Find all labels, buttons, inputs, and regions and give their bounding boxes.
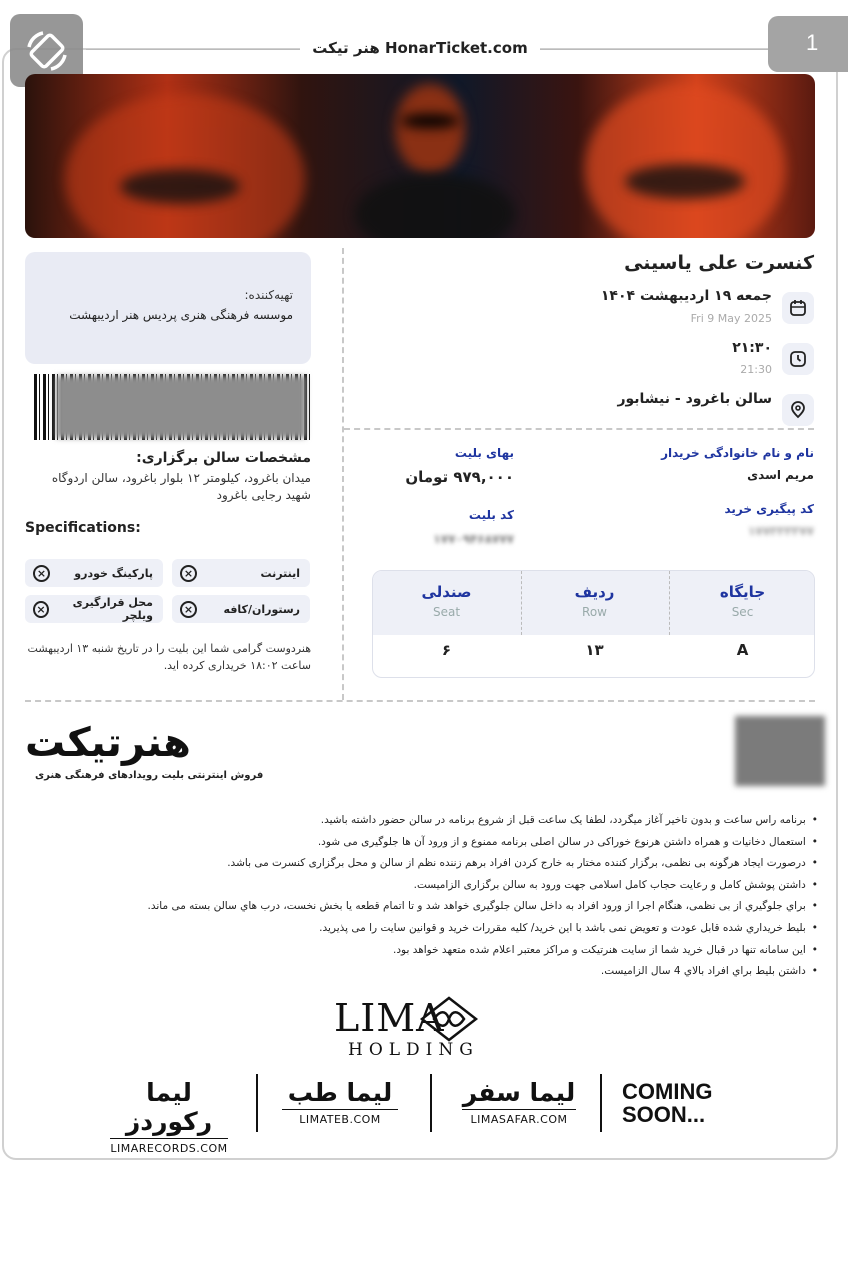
seat-col-label: ردیف	[574, 583, 615, 601]
buyer-name: مریم اسدی	[747, 468, 814, 482]
lima-logo-text: LIMA	[334, 996, 445, 1040]
event-date-en: Fri 9 May 2025	[690, 312, 772, 325]
partner-site: LIMARECORDS.COM	[110, 1138, 228, 1155]
lima-diamond-icon	[418, 996, 480, 1042]
partner-separator	[600, 1074, 602, 1132]
purchase-note: هنردوست گرامی شما این بلیت را در تاریخ شنبه ۱۳ اردیبهشت ساعت ۱۸:۰۲ خریداری کرده اید.	[27, 642, 311, 672]
seat-col-row	[521, 571, 668, 678]
partner-lima-records	[110, 1078, 228, 1155]
partner-name: لیما سفر	[462, 1078, 576, 1107]
lima-holding-logo	[334, 996, 479, 1060]
buyer-name-label: نام و نام خانوادگی خریدار	[661, 446, 814, 460]
event-date: جمعه ۱۹ اردیبهشت ۱۴۰۴	[600, 288, 772, 304]
partner-site: LIMATEB.COM	[282, 1109, 398, 1126]
x-circle-icon: ×	[33, 601, 49, 618]
ticket-price: ۹۷۹,۰۰۰ تومان	[405, 468, 514, 486]
divider-horizontal-footer	[25, 700, 815, 702]
organizer-name: موسسه فرهنگی هنری پردیس هنر اردیبهشت	[69, 308, 293, 322]
rule-item: • داشتن پوشش کامل و رعایت حجاب کامل اسلامی جهت ورود به سالن برگزاری الزامیست.	[28, 875, 818, 897]
clock-icon	[782, 343, 814, 375]
rule-item: • این سامانه تنها در قبال خرید شما از سایت هنرتیکت و مراکز معتبر اعلام شده متعهد خواهد بود.	[28, 940, 818, 962]
rules-list	[28, 810, 818, 983]
qr-code-redacted	[735, 716, 825, 786]
coming-soon-line2: SOON...	[622, 1102, 706, 1127]
honarticket-tagline: فروش اینترنتی بلیت رویدادهای فرهنگی هنری	[35, 770, 264, 781]
venue-specs-title: مشخصات سالن برگزاری:	[136, 450, 311, 466]
partner-name: لیما رکوردز	[125, 1078, 213, 1136]
rule-item: • درصورت ایجاد هرگونه بی نظمی، برگزار کننده مختار به خارج کردن افراد برهم زننده نظم از سالن و محل برگزاری کنسرت می باشد.	[28, 853, 818, 875]
spec-wheelchair	[25, 595, 163, 623]
spec-label: محل قرارگیری ویلچر	[72, 596, 153, 622]
seat-col-value: A	[736, 641, 749, 659]
seat-col-label-en: Seat	[432, 605, 461, 619]
organizer-box	[25, 252, 311, 364]
ticket-price-label: بهای بلیت	[454, 446, 514, 460]
rotate-icon	[23, 27, 71, 75]
ticket-code-label: کد بلیت	[468, 508, 514, 522]
event-banner-image	[25, 74, 815, 238]
seat-col-seat	[373, 571, 520, 678]
x-circle-icon: ×	[33, 565, 50, 582]
rule-item: • برنامه راس ساعت و بدون تاخیر آغاز میگردد، لطفا یک ساعت قبل از شروع برنامه در سالن حضور داشته باشید.	[28, 810, 818, 832]
seat-table	[372, 570, 815, 678]
x-circle-icon: ×	[180, 601, 197, 618]
event-time: ۲۱:۳۰	[732, 340, 772, 356]
ticket-code: ۱۷۷۰۹۴۶۸۷۷۷	[433, 532, 514, 546]
x-circle-icon: ×	[180, 565, 197, 582]
partner-separator	[256, 1074, 258, 1132]
spec-label: پارکینگ خودرو	[74, 566, 153, 580]
spec-restaurant	[172, 595, 310, 623]
seat-col-value: ۱۳	[585, 641, 604, 659]
tracking-code: ۱۷۷۳۳۳۳۷۷	[748, 524, 814, 538]
barcode-redaction	[56, 376, 306, 438]
venue-address: میدان باغرود، کیلومتر ۱۲ بلوار باغرود، سالن اردوگاه شهید رجایی باغرود	[51, 471, 311, 502]
page-number: 1	[806, 30, 819, 55]
coming-soon-line1: COMING	[622, 1079, 713, 1104]
event-time-en: 21:30	[740, 363, 772, 376]
rule-item: • داشتن بلیط براي افراد بالاي 4 سال الزامیست.	[28, 961, 818, 983]
specifications-title: Specifications:	[25, 520, 141, 536]
coming-soon	[622, 1080, 712, 1126]
rule-item: • براي جلوگيري از بی نظمی، هنگام اجرا از ورود افراد به داخل سالن جلوگيری خواهد شد و تا اتمام قطعه یا بخش نخست، درب هاي سالن بسته می ماند.	[28, 896, 818, 918]
seat-col-label-en: Sec	[731, 605, 754, 619]
seat-col-label-en: Row	[582, 605, 607, 619]
spec-label: اینترنت	[260, 566, 300, 580]
rule-item: • بلیط خریداري شده قابل عودت و تعویض نمی باشد با این خرید/ کلیه مقررات خرید و قوانین سایت را می پذیرید.	[28, 918, 818, 940]
tracking-code-label: کد پیگیری خرید	[724, 502, 814, 516]
organizer-label: تهیه‌کننده:	[244, 288, 293, 302]
event-venue: سالن باغرود - نیشابور	[617, 391, 772, 407]
honarticket-logo: هنرتیکت	[25, 720, 191, 766]
seat-col-section	[669, 571, 815, 678]
partner-lima-safar	[462, 1078, 576, 1126]
header-line-right	[540, 49, 768, 50]
spec-label: رستوران/کافه	[223, 602, 300, 616]
partner-site: LIMASAFAR.COM	[462, 1109, 576, 1126]
spec-parking	[25, 559, 163, 587]
seat-col-value: ۶	[441, 641, 452, 659]
header-title: هنر تیکت HonarTicket.com	[300, 39, 540, 57]
rule-item: • استعمال دخانیات و همراه داشتن هرنوع خوراکی در سالن اصلی برنامه ممنوع و از ورود آن ها جلوگیری می شود.	[28, 832, 818, 854]
lima-holding-text: HOLDING	[348, 1040, 479, 1060]
header-line-left	[86, 49, 300, 50]
partner-name: لیما طب	[287, 1078, 393, 1107]
spec-internet	[172, 559, 310, 587]
calendar-icon	[782, 292, 814, 324]
seat-col-label: جایگاه	[719, 583, 766, 601]
location-icon	[782, 394, 814, 426]
event-title: کنسرت علی یاسینی	[624, 252, 814, 274]
partner-separator	[430, 1074, 432, 1132]
divider-vertical	[342, 248, 344, 700]
partner-lima-teb	[282, 1078, 398, 1126]
divider-horizontal-info	[344, 428, 814, 430]
seat-col-label: صندلی	[421, 583, 472, 601]
